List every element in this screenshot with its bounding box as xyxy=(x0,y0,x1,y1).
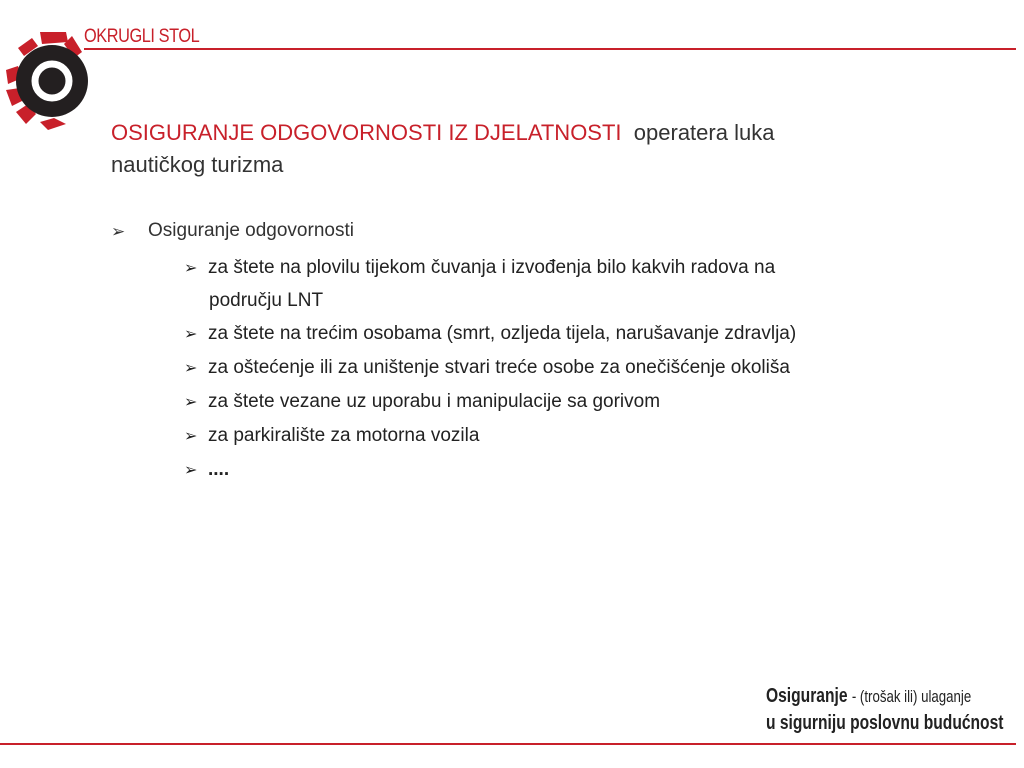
sub-bullet xyxy=(184,352,1014,385)
bullet-main-label: Osiguranje odgovornosti xyxy=(148,220,354,241)
brand-title: OKRUGLI STOL xyxy=(84,26,200,47)
sub-bullet xyxy=(184,386,1014,419)
slide-title-subtitle: operatera luka nautičkog turizma xyxy=(111,120,775,177)
sub-bullet-text: za štete na trećim osobama (smrt, ozljeda tijela, narušavanje zdravlja) xyxy=(208,323,797,344)
gear-logo-icon xyxy=(2,26,94,134)
sub-bullet xyxy=(184,252,1014,317)
sub-bullet xyxy=(184,454,1014,487)
arrow-bullet-icon: ➢ xyxy=(184,462,198,479)
sub-bullet-text: .... xyxy=(208,459,230,480)
arrow-bullet-icon: ➢ xyxy=(184,394,198,411)
tagline-line2: u sigurniju poslovnu budućnost xyxy=(766,712,1004,734)
sub-bullet-text: za oštećenje ili za uništenje stvari treće osobe za onečišćenje okoliša xyxy=(208,357,790,378)
footer-divider xyxy=(0,743,1016,745)
sub-bullet xyxy=(184,420,1014,453)
arrow-bullet-icon: ➢ xyxy=(184,326,198,343)
slide-title xyxy=(111,117,811,181)
arrow-bullet-icon: ➢ xyxy=(184,260,198,277)
tagline-bold: Osiguranje xyxy=(766,685,848,707)
header-divider xyxy=(84,48,1016,50)
sub-bullet-text: za štete vezane uz uporabu i manipulacije sa gorivom xyxy=(208,391,661,412)
sub-bullet-text: za štete na plovilu tijekom čuvanja i izvođenja bilo kakvih radova na xyxy=(208,257,776,278)
tagline-light: - (trošak ili) ulaganje xyxy=(851,687,972,706)
slide-title-main: OSIGURANJE ODGOVORNOSTI IZ DJELATNOSTI xyxy=(111,120,622,145)
sub-bullet-text: za parkiralište za motorna vozila xyxy=(208,425,480,446)
arrow-bullet-icon: ➢ xyxy=(184,428,198,445)
sub-bullet xyxy=(184,318,1014,351)
arrow-bullet-icon: ➢ xyxy=(111,222,126,241)
sub-bullet-text-continued: području LNT xyxy=(209,290,324,311)
footer-tagline xyxy=(766,683,1004,736)
arrow-bullet-icon: ➢ xyxy=(184,360,198,377)
